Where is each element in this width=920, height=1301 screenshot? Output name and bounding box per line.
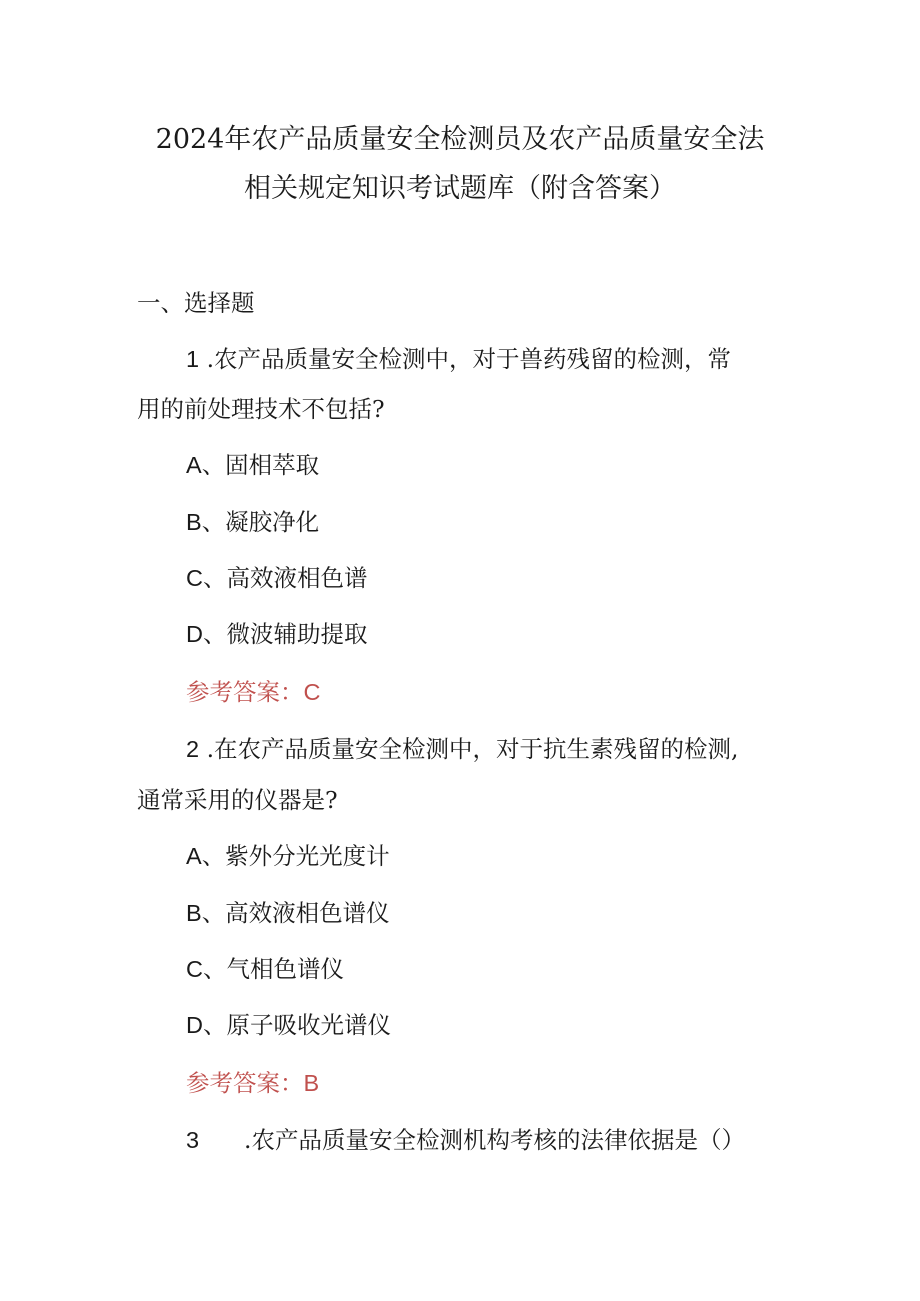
question-1-stem-line-2: 用的前处理技术不包括?	[137, 395, 385, 423]
question-text: .农产品质量安全检测机构考核的法律依据是（）	[244, 1126, 745, 1154]
option-text: 、原子吸收光谱仪	[202, 1011, 391, 1039]
question-2-option-d	[186, 1009, 391, 1041]
option-text: 、固相萃取	[201, 451, 320, 479]
question-text: .在农产品质量安全检测中，对于抗生素残留的检测,	[206, 735, 739, 763]
option-letter: D	[186, 621, 203, 647]
option-letter: B	[186, 900, 202, 926]
question-2-option-b	[186, 897, 390, 929]
option-text: 、高效液相色谱仪	[201, 899, 390, 927]
option-letter: C	[186, 565, 203, 591]
option-text: 、气相色谱仪	[202, 955, 344, 983]
option-letter: D	[186, 1012, 203, 1038]
option-text: 、凝胶净化	[201, 508, 320, 536]
document-title-line-1: 2024年农产品质量安全检测员及农产品质量安全法	[155, 124, 765, 155]
question-1-option-c	[186, 562, 367, 594]
question-number: 2	[186, 736, 200, 762]
question-1-option-d	[186, 618, 367, 650]
answer-value: B	[303, 1070, 320, 1096]
document-title-line-2: 相关规定知识考试题库（附含答案）	[244, 173, 676, 204]
question-1-option-b	[186, 506, 319, 538]
question-3-stem-line-1	[186, 1124, 745, 1156]
section-heading: 一、选择题	[137, 289, 255, 317]
answer-value: C	[303, 679, 321, 705]
question-2-option-a	[186, 840, 390, 872]
question-2-stem-line-1	[186, 733, 739, 765]
question-number: 3	[186, 1127, 200, 1153]
answer-label: 参考答案：	[186, 1069, 304, 1097]
question-2-option-c	[186, 953, 344, 985]
question-2-answer	[186, 1067, 319, 1099]
question-1-stem-line-1	[186, 343, 731, 375]
option-letter: C	[186, 956, 203, 982]
question-number: 1	[186, 346, 200, 372]
option-letter: A	[186, 843, 202, 869]
option-text: 、微波辅助提取	[202, 620, 368, 648]
option-text: 、紫外分光光度计	[201, 842, 390, 870]
question-1-option-a	[186, 449, 319, 481]
option-text: 、高效液相色谱	[202, 564, 368, 592]
option-letter: A	[186, 452, 202, 478]
option-letter: B	[186, 509, 202, 535]
answer-label: 参考答案：	[186, 678, 304, 706]
question-1-answer	[186, 676, 320, 708]
question-2-stem-line-2: 通常采用的仪器是?	[137, 786, 338, 814]
question-text: .农产品质量安全检测中，对于兽药残留的检测，常	[206, 345, 732, 373]
